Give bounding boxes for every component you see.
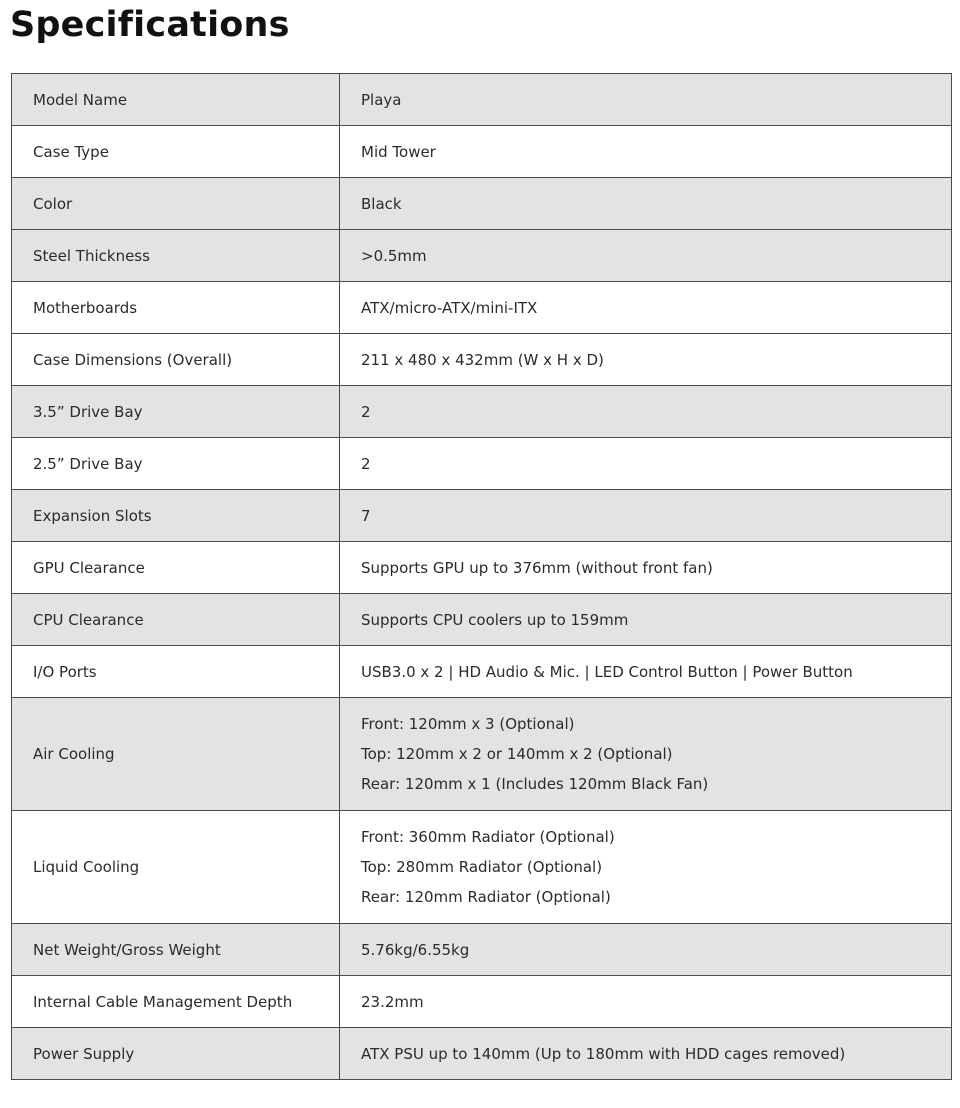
spec-label: 2.5” Drive Bay: [12, 438, 340, 490]
specifications-table: [11, 73, 952, 1080]
table-row: [12, 126, 952, 178]
spec-value: USB3.0 x 2 | HD Audio & Mic. | LED Control Button | Power Button: [340, 646, 952, 698]
spec-value-line: Top: 120mm x 2 or 140mm x 2 (Optional): [361, 745, 673, 763]
spec-label: Expansion Slots: [12, 490, 340, 542]
spec-label: Model Name: [12, 74, 340, 126]
table-row: [12, 386, 952, 438]
table-row: [12, 74, 952, 126]
table-row: [12, 811, 952, 924]
spec-value: [340, 698, 952, 811]
spec-value: 2: [340, 438, 952, 490]
spec-label: 3.5” Drive Bay: [12, 386, 340, 438]
spec-value: ATX PSU up to 140mm (Up to 180mm with HDD cages removed): [340, 1028, 952, 1080]
spec-value: ATX/micro-ATX/mini-ITX: [340, 282, 952, 334]
table-row: [12, 334, 952, 386]
spec-value: Black: [340, 178, 952, 230]
page-title: Specifications: [10, 5, 290, 45]
spec-label: CPU Clearance: [12, 594, 340, 646]
spec-label: Case Dimensions (Overall): [12, 334, 340, 386]
spec-value-line: Front: 120mm x 3 (Optional): [361, 715, 575, 733]
spec-value: 5.76kg/6.55kg: [340, 924, 952, 976]
table-row: [12, 976, 952, 1028]
spec-value-line: Front: 360mm Radiator (Optional): [361, 828, 615, 846]
spec-value-line: Rear: 120mm x 1 (Includes 120mm Black Fan): [361, 775, 709, 793]
spec-value: [340, 811, 952, 924]
spec-value: Supports CPU coolers up to 159mm: [340, 594, 952, 646]
table-row: [12, 230, 952, 282]
spec-label: Air Cooling: [12, 698, 340, 811]
spec-value: >0.5mm: [340, 230, 952, 282]
spec-label: Color: [12, 178, 340, 230]
spec-label: Case Type: [12, 126, 340, 178]
spec-value: 23.2mm: [340, 976, 952, 1028]
spec-label: Steel Thickness: [12, 230, 340, 282]
spec-label: Internal Cable Management Depth: [12, 976, 340, 1028]
spec-label: Liquid Cooling: [12, 811, 340, 924]
table-row: [12, 282, 952, 334]
table-row: [12, 490, 952, 542]
spec-value: Playa: [340, 74, 952, 126]
table-row: [12, 178, 952, 230]
spec-label: Motherboards: [12, 282, 340, 334]
spec-label: I/O Ports: [12, 646, 340, 698]
spec-value-line: Top: 280mm Radiator (Optional): [361, 858, 603, 876]
spec-label: GPU Clearance: [12, 542, 340, 594]
table-row: [12, 438, 952, 490]
spec-value: Mid Tower: [340, 126, 952, 178]
spec-value-line: Rear: 120mm Radiator (Optional): [361, 888, 611, 906]
table-row: [12, 924, 952, 976]
spec-value: Supports GPU up to 376mm (without front fan): [340, 542, 952, 594]
spec-value: 7: [340, 490, 952, 542]
table-row: [12, 594, 952, 646]
spec-value: 211 x 480 x 432mm (W x H x D): [340, 334, 952, 386]
table-row: [12, 698, 952, 811]
table-row: [12, 646, 952, 698]
table-row: [12, 1028, 952, 1080]
spec-label: Power Supply: [12, 1028, 340, 1080]
spec-label: Net Weight/Gross Weight: [12, 924, 340, 976]
spec-value: 2: [340, 386, 952, 438]
table-row: [12, 542, 952, 594]
